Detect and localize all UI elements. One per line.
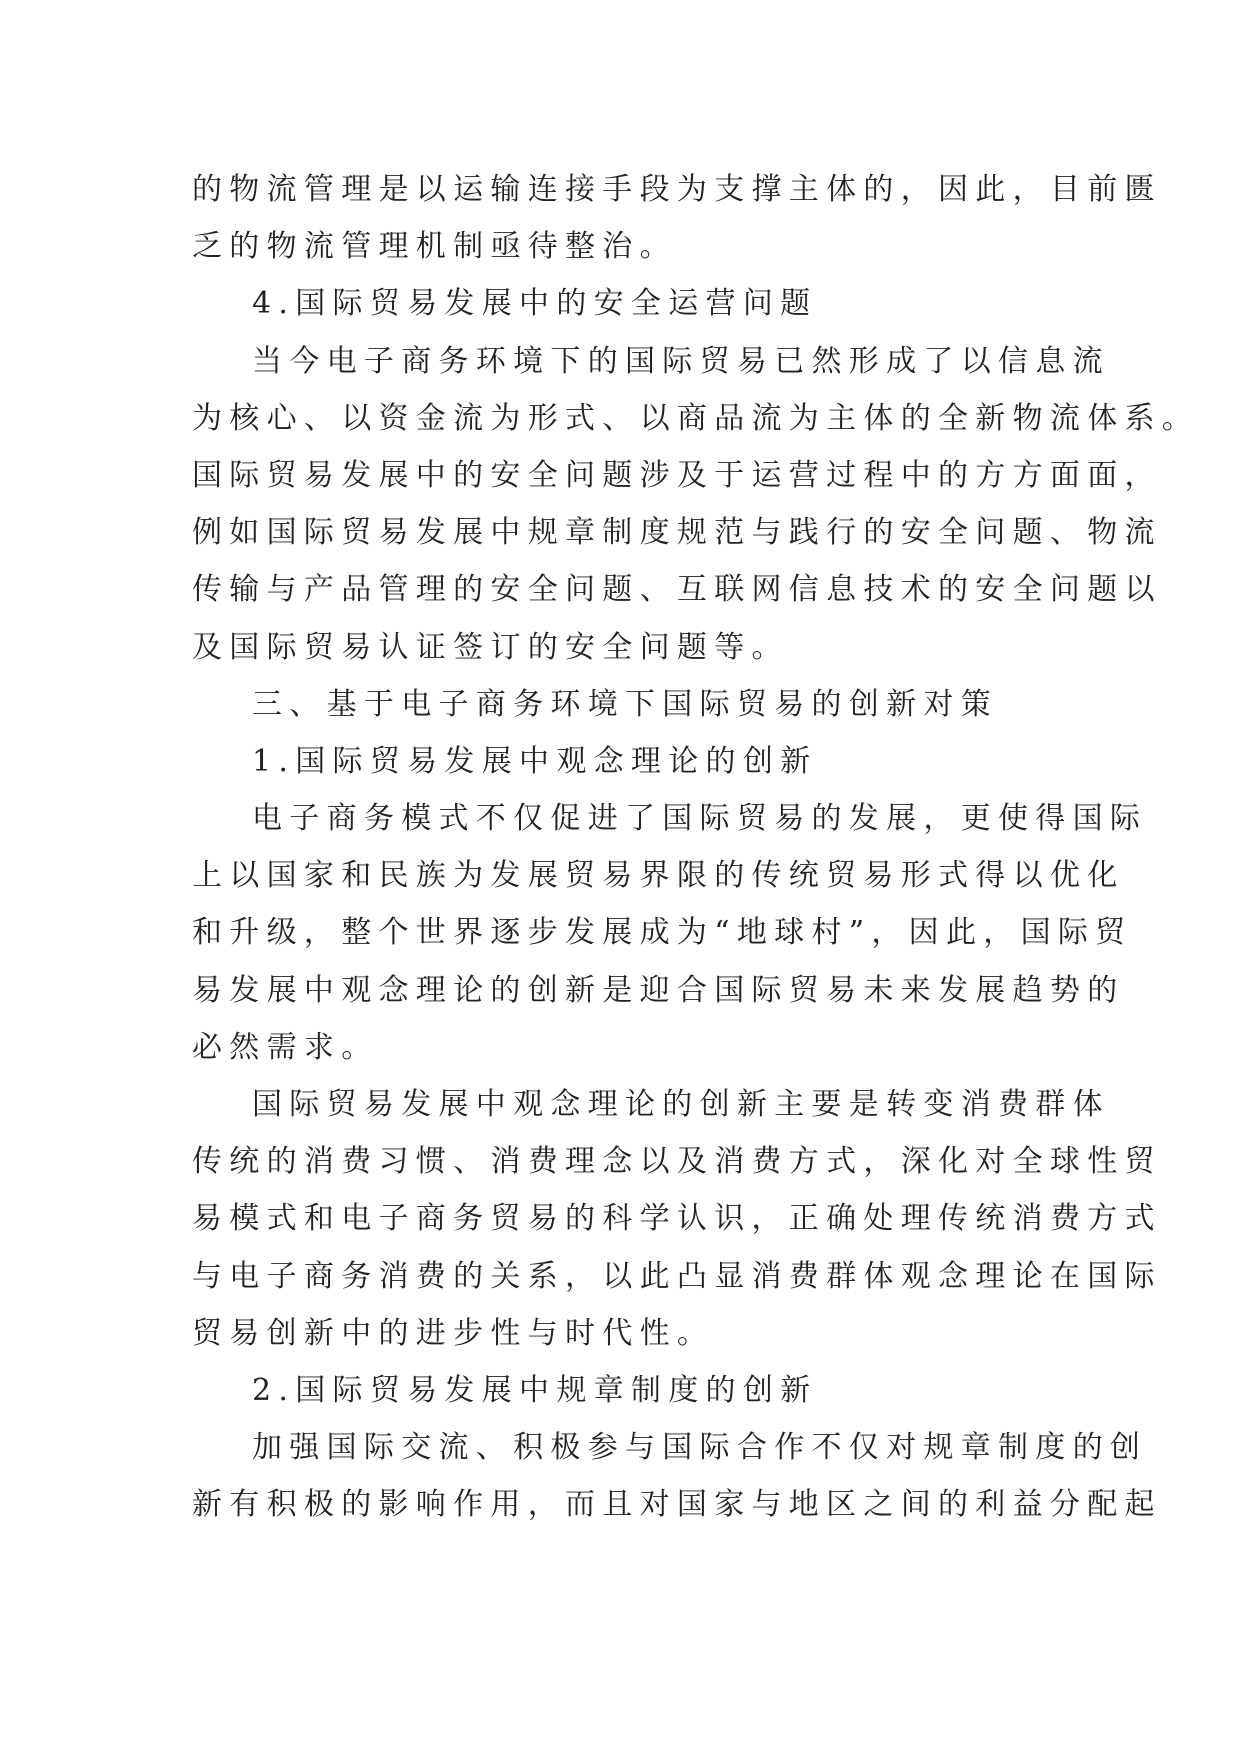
section-heading: 1.国际贸易发展中观念理论的创新 <box>252 743 818 779</box>
text-line: 贸易创新中的进步性与时代性。 <box>192 1315 715 1351</box>
text-line: 电子商务模式不仅促进了国际贸易的发展，更使得国际 <box>252 801 1148 837</box>
text-line: 例如国际贸易发展中规章制度规范与践行的安全问题、物流 <box>192 515 1162 551</box>
text-line: 易发展中观念理论的创新是迎合国际贸易未来发展趋势的 <box>192 972 1125 1008</box>
document-body <box>192 161 1200 1534</box>
text-line: 易模式和电子商务贸易的科学认识，正确处理传统消费方式 <box>192 1201 1162 1237</box>
text-line: 传统的消费习惯、消费理念以及消费方式，深化对全球性贸 <box>192 1144 1162 1180</box>
text-line: 新有积极的影响作用，而且对国家与地区之间的利益分配起 <box>192 1487 1162 1523</box>
text-line: 与电子商务消费的关系，以此凸显消费群体观念理论在国际 <box>192 1258 1162 1294</box>
text-line: 上以国家和民族为发展贸易界限的传统贸易形式得以优化 <box>192 858 1125 894</box>
text-line: 乏的物流管理机制亟待整治。 <box>192 229 677 265</box>
text-line: 和升级，整个世界逐步发展成为“地球村”，因此，国际贸 <box>192 915 1133 951</box>
chapter-heading: 三、基于电子商务环境下国际贸易的创新对策 <box>252 686 998 722</box>
text-line: 国际贸易发展中观念理论的创新主要是转变消费群体 <box>252 1087 1110 1122</box>
text-line: 及国际贸易认证签订的安全问题等。 <box>192 629 789 665</box>
text-line: 的物流管理是以运输连接手段为支撑主体的，因此，目前匮 <box>192 172 1162 207</box>
text-line: 国际贸易发展中的安全问题涉及于运营过程中的方方面面， <box>192 457 1162 493</box>
text-line: 当今电子商务环境下的国际贸易已然形成了以信息流 <box>252 343 1110 379</box>
text-line: 加强国际交流、积极参与国际合作不仅对规章制度的创 <box>252 1430 1148 1466</box>
section-heading: 4.国际贸易发展中的安全运营问题 <box>252 286 818 322</box>
text-line: 为核心、以资金流为形式、以商品流为主体的全新物流体系。 <box>192 400 1200 436</box>
text-line: 传输与产品管理的安全问题、互联网信息技术的安全问题以 <box>192 572 1162 608</box>
section-heading: 2.国际贸易发展中规章制度的创新 <box>252 1372 818 1408</box>
text-line: 必然需求。 <box>192 1029 379 1065</box>
